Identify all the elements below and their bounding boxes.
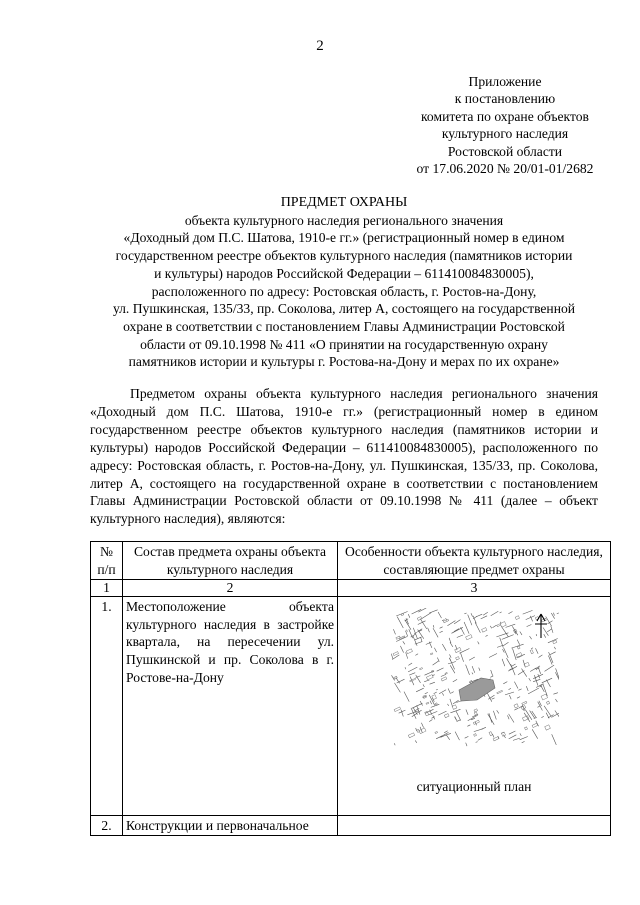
map-line bbox=[445, 673, 447, 675]
map-line bbox=[428, 628, 430, 633]
map-line bbox=[546, 617, 552, 627]
map-line bbox=[425, 709, 433, 713]
map-line bbox=[517, 646, 520, 649]
map-line bbox=[489, 732, 492, 736]
map-line bbox=[509, 714, 514, 723]
table-header-row bbox=[91, 542, 611, 580]
subtitle-line: расположенного по адресу: Ростовская область, г. Ростов-на-Дону, bbox=[151, 283, 537, 299]
map-line bbox=[434, 692, 437, 694]
map-line bbox=[461, 653, 464, 662]
map-line bbox=[425, 671, 435, 675]
map-line bbox=[553, 693, 558, 695]
map-line bbox=[456, 711, 461, 721]
map-line bbox=[514, 682, 518, 689]
map-line bbox=[546, 701, 549, 704]
map-line bbox=[467, 725, 470, 727]
map-line bbox=[405, 620, 411, 630]
map-line bbox=[490, 626, 491, 628]
map-line bbox=[490, 676, 493, 677]
map-line bbox=[448, 733, 451, 734]
map-line bbox=[526, 686, 528, 691]
map-line bbox=[512, 664, 516, 666]
map-line bbox=[520, 632, 522, 635]
map-line bbox=[435, 703, 437, 705]
map-line bbox=[450, 665, 455, 673]
map-line bbox=[419, 728, 426, 734]
map-line bbox=[448, 689, 450, 694]
map-line bbox=[457, 635, 463, 638]
map-line bbox=[522, 702, 527, 706]
map-line bbox=[497, 710, 499, 713]
map-line bbox=[444, 731, 448, 733]
col-number: 1 bbox=[91, 580, 123, 597]
map-line bbox=[429, 720, 432, 722]
row-features bbox=[338, 597, 611, 816]
subtitle-line: государственном реестре объектов культурного наследия (памятников истории bbox=[115, 248, 573, 264]
map-line bbox=[464, 613, 466, 614]
map-line bbox=[509, 735, 517, 739]
north-arrow-icon bbox=[535, 614, 547, 638]
row-number: 1. bbox=[91, 597, 123, 816]
map-line bbox=[421, 637, 423, 642]
map-line bbox=[429, 610, 437, 613]
map-line bbox=[512, 626, 518, 635]
map-line bbox=[513, 738, 520, 740]
map-line bbox=[522, 669, 527, 677]
map-line bbox=[555, 711, 559, 721]
map-line bbox=[497, 646, 503, 648]
map-line bbox=[455, 717, 458, 721]
map-line bbox=[492, 698, 495, 699]
map-line bbox=[442, 644, 446, 651]
map-line bbox=[530, 650, 533, 654]
map-line bbox=[544, 706, 551, 717]
map-line bbox=[517, 697, 520, 699]
map-line bbox=[433, 661, 439, 665]
map-line bbox=[403, 641, 405, 644]
map-line bbox=[503, 649, 505, 652]
map-line bbox=[392, 655, 399, 660]
map-line bbox=[508, 612, 512, 614]
map-line bbox=[450, 699, 453, 707]
map-line bbox=[482, 628, 487, 633]
subtitle-line: ул. Пушкинская, 135/33, пр. Соколова, литер А, состоящего на государственной bbox=[112, 301, 576, 317]
map-line bbox=[532, 729, 538, 738]
map-line bbox=[442, 693, 443, 695]
map-line bbox=[424, 680, 429, 682]
map-line bbox=[435, 732, 438, 734]
map-line bbox=[527, 625, 532, 627]
map-line bbox=[554, 613, 555, 616]
map-line bbox=[517, 640, 520, 645]
map-line bbox=[525, 727, 528, 730]
subtitle-line: области от 09.10.1998 № 411 «О принятии на государственную охрану bbox=[140, 336, 548, 352]
map-line bbox=[474, 709, 478, 712]
map-line bbox=[455, 648, 461, 653]
map-line bbox=[404, 692, 409, 702]
situation-plan-image bbox=[389, 608, 559, 748]
map-line bbox=[529, 678, 531, 681]
map-line bbox=[473, 720, 479, 724]
map-line bbox=[503, 682, 507, 684]
map-line bbox=[450, 709, 460, 713]
map-line bbox=[436, 690, 438, 691]
map-line bbox=[554, 647, 555, 649]
map-line bbox=[475, 623, 480, 633]
map-line bbox=[441, 677, 447, 681]
appendix-line: Приложение bbox=[468, 74, 542, 89]
map-line bbox=[408, 733, 414, 738]
map-line bbox=[405, 667, 406, 669]
map-line bbox=[522, 742, 525, 743]
appendix-line: Ростовской области bbox=[447, 143, 563, 159]
map-line bbox=[481, 616, 487, 619]
map-line bbox=[532, 723, 538, 727]
map-line bbox=[442, 620, 444, 621]
map-line bbox=[410, 678, 416, 682]
column-number-row bbox=[91, 580, 611, 597]
map-line bbox=[444, 714, 449, 718]
map-line bbox=[514, 708, 518, 710]
map-line bbox=[433, 628, 438, 637]
page-number: 2 bbox=[316, 38, 324, 54]
map-line bbox=[460, 649, 470, 654]
map-line bbox=[417, 730, 420, 733]
table-row bbox=[91, 815, 611, 836]
map-line bbox=[421, 723, 423, 728]
document-title: ПРЕДМЕТ ОХРАНЫ bbox=[280, 195, 408, 210]
map-line bbox=[466, 635, 473, 640]
map-line bbox=[474, 729, 483, 732]
map-line bbox=[505, 692, 514, 695]
map-line bbox=[453, 680, 457, 683]
map-line bbox=[420, 668, 423, 670]
map-line bbox=[408, 663, 412, 665]
map-line bbox=[395, 683, 401, 693]
map-line bbox=[394, 707, 401, 712]
map-line bbox=[469, 657, 475, 660]
map-line bbox=[520, 734, 521, 737]
map-line bbox=[407, 630, 408, 632]
map-line bbox=[431, 704, 440, 707]
map-line bbox=[496, 633, 508, 637]
map-line bbox=[394, 743, 395, 745]
map-line bbox=[537, 668, 540, 669]
map-line bbox=[478, 642, 480, 645]
appendix-line: от 17.06.2020 № 20/01-01/2682 bbox=[416, 161, 594, 177]
situation-plan-map bbox=[389, 608, 559, 748]
map-line bbox=[447, 621, 455, 626]
map-line bbox=[502, 659, 505, 666]
map-line bbox=[430, 701, 432, 704]
map-line bbox=[465, 737, 469, 739]
map-line bbox=[536, 648, 539, 654]
map-line bbox=[434, 648, 436, 652]
map-line bbox=[513, 649, 517, 661]
map-line bbox=[500, 622, 506, 628]
map-line bbox=[491, 611, 499, 615]
map-line bbox=[397, 617, 403, 628]
map-line bbox=[476, 742, 478, 743]
row-number: 2. bbox=[91, 815, 123, 836]
map-line bbox=[506, 624, 516, 627]
map-line bbox=[474, 734, 477, 737]
map-line bbox=[451, 692, 454, 694]
map-line bbox=[501, 626, 508, 637]
map-line bbox=[468, 716, 477, 721]
map-line bbox=[550, 652, 556, 655]
map-line bbox=[492, 625, 496, 628]
map-line bbox=[425, 693, 428, 695]
table-row bbox=[91, 597, 611, 816]
map-line bbox=[441, 675, 446, 677]
map-line bbox=[508, 716, 510, 720]
map-line bbox=[507, 658, 513, 668]
map-line bbox=[530, 636, 532, 639]
subtitle-line: «Доходный дом П.С. Шатова, 1910-е гг.» (регистрационный номер в едином bbox=[123, 230, 565, 246]
map-line bbox=[452, 627, 463, 633]
map-line bbox=[450, 643, 453, 648]
map-caption: ситуационный план bbox=[416, 779, 532, 795]
col-number: 2 bbox=[123, 580, 338, 597]
map-line bbox=[433, 625, 434, 628]
col-number: 3 bbox=[338, 580, 611, 597]
map-line bbox=[416, 728, 417, 731]
map-line bbox=[393, 652, 398, 656]
map-line bbox=[452, 705, 457, 710]
row-composition: Конструкции и первоначальное bbox=[123, 815, 338, 836]
map-line bbox=[438, 711, 446, 715]
map-line bbox=[552, 734, 557, 745]
map-line bbox=[393, 629, 395, 634]
map-line bbox=[514, 704, 518, 708]
map-line bbox=[440, 631, 443, 632]
map-line bbox=[472, 666, 475, 673]
map-line bbox=[423, 685, 424, 688]
map-line bbox=[466, 743, 467, 746]
map-line bbox=[426, 675, 433, 680]
map-line bbox=[538, 706, 540, 707]
map-line bbox=[448, 704, 449, 706]
map-line bbox=[430, 653, 432, 655]
map-line bbox=[449, 658, 454, 670]
map-line bbox=[518, 689, 521, 690]
map-line bbox=[523, 611, 533, 615]
intro-paragraph: Предметом охраны объекта культурного наследия регионального значения «Доходный дом П.С. Шатова, 1910-е гг.» (регистрационный номер в едином государственном реестре объектов культурного наследия (памятников истории и культуры) народов Российской Федерации – 611410084830005), расположенного по адресу: Ростовская область, г. Ростов-на-Дону, ул. Пушкинская, 135/33, пр. Соколова, литер А, состоящего на государственной охране в соответствии с постановлением Главы Администрации Ростовской области от 09.10.1998 № 411 (далее – объект культурного наследия), являются: bbox=[90, 386, 598, 527]
document-heading bbox=[70, 194, 618, 371]
map-line bbox=[409, 673, 415, 675]
subtitle-line: охране в соответствии с постановлением Главы Администрации Ростовской bbox=[123, 318, 565, 334]
map-line bbox=[557, 613, 559, 614]
map-line bbox=[446, 735, 450, 740]
map-line bbox=[428, 712, 437, 716]
map-line bbox=[401, 710, 403, 717]
map-line bbox=[464, 622, 469, 634]
map-line bbox=[438, 612, 441, 618]
map-line bbox=[466, 665, 470, 675]
map-line bbox=[531, 648, 533, 649]
map-line bbox=[541, 716, 543, 717]
map-line bbox=[426, 642, 432, 645]
map-line bbox=[454, 620, 460, 624]
map-line bbox=[493, 711, 496, 720]
map-line bbox=[468, 615, 472, 626]
map-line bbox=[504, 648, 509, 658]
map-line bbox=[489, 654, 497, 658]
map-line bbox=[430, 682, 435, 684]
map-line bbox=[516, 653, 522, 658]
map-line bbox=[518, 671, 524, 675]
header-composition: Состав предмета охраны объекта культурного наследия bbox=[123, 542, 338, 580]
map-line bbox=[456, 657, 460, 660]
map-line bbox=[455, 732, 459, 741]
map-line bbox=[437, 668, 444, 671]
map-line bbox=[509, 688, 511, 689]
map-line bbox=[400, 646, 403, 653]
map-line bbox=[515, 616, 519, 620]
map-line bbox=[546, 713, 549, 719]
map-line bbox=[416, 688, 424, 692]
map-line bbox=[421, 613, 431, 619]
map-line bbox=[545, 725, 551, 730]
map-line bbox=[544, 634, 546, 638]
header-features: Особенности объекта культурного наследия, составляющие предмет охраны bbox=[338, 542, 611, 580]
appendix-block bbox=[380, 73, 630, 177]
map-line bbox=[553, 640, 557, 644]
appendix-line: комитета по охране объектов bbox=[421, 108, 589, 124]
map-line bbox=[415, 741, 417, 743]
map-line bbox=[489, 713, 492, 722]
map-line bbox=[478, 738, 482, 741]
map-line bbox=[483, 612, 488, 615]
map-line bbox=[466, 710, 468, 715]
protection-table bbox=[90, 541, 611, 836]
map-line bbox=[555, 672, 559, 682]
map-line bbox=[520, 737, 528, 740]
map-line bbox=[482, 727, 486, 729]
map-line bbox=[545, 665, 555, 671]
row-composition: Местоположение объекта культурного наследия в застройке квартала, на пересечении ул. Пушкинской и пр. Соколова в г. Ростове-на-Дону bbox=[123, 597, 338, 816]
header-num: № п/п bbox=[91, 542, 123, 580]
map-line bbox=[471, 613, 473, 617]
map-line bbox=[555, 699, 557, 702]
map-line bbox=[415, 654, 418, 656]
map-line bbox=[547, 629, 551, 632]
row-features bbox=[338, 815, 611, 836]
subtitle-line: объекта культурного наследия регионального значения bbox=[184, 212, 504, 228]
map-line bbox=[406, 649, 412, 654]
appendix-line: культурного наследия bbox=[441, 126, 569, 142]
map-line bbox=[497, 690, 503, 693]
map-line bbox=[408, 667, 417, 672]
subtitle-line: памятников истории и культуры г. Ростова-на-Дону и мерах по их охране» bbox=[128, 354, 560, 370]
map-line bbox=[491, 670, 493, 676]
map-line bbox=[523, 709, 524, 711]
map-line bbox=[539, 655, 543, 658]
map-line bbox=[536, 634, 537, 636]
map-line bbox=[528, 688, 539, 694]
subtitle-line: и культуры) народов Российской Федерации – 611410084830005), bbox=[154, 265, 534, 281]
map-line bbox=[479, 668, 480, 671]
map-line bbox=[486, 635, 488, 636]
map-line bbox=[503, 642, 509, 646]
map-line bbox=[509, 695, 511, 699]
map-line bbox=[426, 702, 429, 704]
map-line bbox=[472, 673, 473, 675]
map-line bbox=[546, 680, 550, 687]
appendix-line: к постановлению bbox=[454, 91, 556, 107]
map-line bbox=[500, 612, 502, 613]
map-line bbox=[450, 655, 452, 658]
map-line bbox=[408, 614, 410, 618]
map-line bbox=[509, 731, 516, 734]
map-line bbox=[476, 614, 482, 616]
map-line bbox=[517, 654, 525, 657]
map-line bbox=[440, 627, 443, 629]
map-line bbox=[391, 654, 393, 659]
map-line bbox=[492, 734, 494, 738]
map-line bbox=[420, 619, 427, 629]
